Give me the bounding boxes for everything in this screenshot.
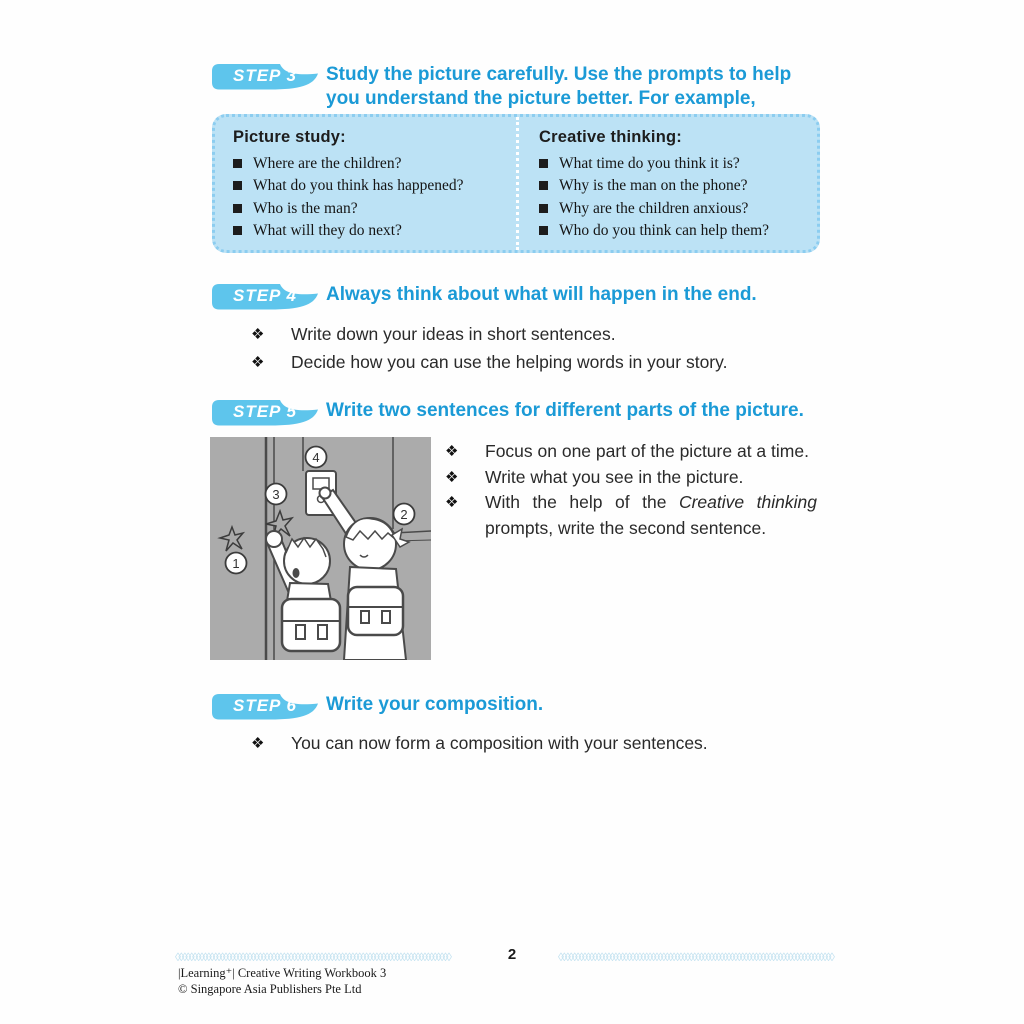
step3-section — [210, 60, 822, 111]
list-item — [233, 220, 506, 242]
step3-title: Study the picture carefully. Use the prompts to help you understand the picture better. For example, — [326, 64, 792, 109]
list-item — [251, 321, 821, 349]
story-picture — [210, 437, 431, 660]
picture-study-column — [215, 117, 516, 250]
svg-text:1: 1 — [232, 556, 240, 571]
list-item — [445, 490, 817, 541]
question-text: What do you think has happened? — [253, 177, 464, 195]
creative-thinking-column — [516, 117, 817, 250]
step5-bullet-list — [445, 439, 817, 541]
svg-text:2: 2 — [400, 507, 408, 522]
square-bullet-icon — [539, 226, 548, 235]
square-bullet-icon — [233, 181, 242, 190]
step-word: STEP — [233, 286, 281, 305]
creative-thinking-heading: Creative thinking: — [539, 128, 682, 146]
page-number: 2 — [507, 946, 517, 963]
step4-section — [210, 280, 822, 312]
step6-badge — [210, 692, 320, 722]
step-word: STEP — [233, 402, 281, 421]
question-text: What time do you think it is? — [559, 155, 740, 172]
list-item — [539, 153, 807, 175]
square-bullet-icon — [233, 159, 242, 168]
bullet-text: Focus on one part of the picture at a time. — [485, 441, 809, 461]
step6-title: Write your composition. — [326, 694, 544, 715]
picture-study-heading: Picture study: — [233, 128, 346, 146]
bullet-text-post: prompts, write the second sentence. — [485, 517, 767, 538]
callout-1 — [226, 553, 247, 574]
square-bullet-icon — [539, 181, 548, 190]
callout-4 — [306, 447, 327, 468]
step6-section — [210, 690, 822, 722]
list-item — [445, 439, 817, 465]
imprint-copyright: © Singapore Asia Publishers Pte Ltd — [178, 981, 362, 996]
step3-badge-label — [223, 62, 307, 90]
step4-badge — [210, 282, 320, 312]
diamond-bullet-icon: ❖ — [445, 494, 459, 511]
step6-badge-label — [223, 692, 307, 720]
step-word: STEP — [233, 696, 281, 715]
diamond-bullet-icon: ❖ — [445, 468, 459, 486]
step5-badge — [210, 398, 320, 428]
step4-title: Always think about what will happen in the end. — [326, 284, 757, 305]
list-item — [233, 153, 506, 175]
list-item — [251, 730, 821, 758]
svg-text:4: 4 — [312, 450, 320, 465]
step5-section — [210, 396, 822, 428]
question-text: What will they do next? — [253, 222, 402, 240]
list-item — [445, 465, 817, 491]
diamond-bullet-icon: ❖ — [251, 326, 265, 343]
svg-text:3: 3 — [272, 487, 280, 502]
square-bullet-icon — [539, 204, 548, 213]
callout-3 — [266, 484, 287, 505]
footer-chain-ornament-left: ◊◊◊◊◊◊◊◊◊◊◊◊◊◊◊◊◊◊◊◊◊◊◊◊◊◊◊◊◊◊◊◊◊◊◊◊◊◊◊◊◊◊◊◊◊◊◊◊◊◊◊◊◊◊◊◊◊◊◊◊◊◊◊◊◊◊◊◊◊◊◊◊◊◊◊◊◊◊◊◊ — [175, 951, 450, 964]
bullet-text-pre: With the help of the — [485, 492, 679, 512]
question-text: Where are the children? — [253, 155, 402, 172]
footer-chain-ornament-right: ◊◊◊◊◊◊◊◊◊◊◊◊◊◊◊◊◊◊◊◊◊◊◊◊◊◊◊◊◊◊◊◊◊◊◊◊◊◊◊◊◊◊◊◊◊◊◊◊◊◊◊◊◊◊◊◊◊◊◊◊◊◊◊◊◊◊◊◊◊◊◊◊◊◊◊◊◊◊◊◊ — [558, 951, 833, 964]
list-item — [539, 198, 807, 220]
bullet-text — [485, 492, 817, 538]
list-item — [251, 349, 821, 377]
bullet-text-italic: Creative thinking — [678, 492, 817, 512]
bullet-text: Write down your ideas in short sentences. — [291, 324, 616, 344]
diamond-bullet-icon: ❖ — [251, 735, 265, 752]
step6-bullet-list — [251, 730, 821, 758]
step-number: 6 — [286, 696, 297, 715]
square-bullet-icon — [539, 159, 548, 168]
step-number: 3 — [286, 66, 297, 85]
square-bullet-icon — [233, 204, 242, 213]
diamond-bullet-icon: ❖ — [251, 353, 265, 371]
list-item — [233, 198, 506, 220]
list-item — [539, 220, 807, 242]
question-text: Why are the children anxious? — [559, 199, 749, 217]
imprint-series: |Learning⁺| Creative Writing Workbook 3 — [178, 966, 387, 980]
square-bullet-icon — [233, 226, 242, 235]
bullet-text: You can now form a composition with your sentences. — [291, 733, 708, 753]
question-text: Who do you think can help them? — [559, 222, 770, 240]
bullet-text: Decide how you can use the helping words in your story. — [291, 351, 728, 372]
step4-bullet-list — [251, 321, 821, 376]
step-word: STEP — [233, 66, 281, 85]
imprint — [178, 966, 386, 997]
list-item — [539, 175, 807, 197]
step4-badge-label — [223, 282, 307, 310]
prompt-box — [212, 114, 820, 253]
step5-title: Write two sentences for different parts of the picture. — [326, 400, 804, 421]
step-number: 5 — [286, 402, 297, 421]
children-at-door-illustration — [210, 437, 431, 660]
question-text: Who is the man? — [253, 199, 358, 217]
list-item — [233, 175, 506, 197]
diamond-bullet-icon: ❖ — [445, 443, 459, 460]
question-text: Why is the man on the phone? — [559, 177, 748, 195]
callout-2 — [394, 504, 415, 525]
step-number: 4 — [286, 286, 297, 305]
step5-badge-label — [223, 398, 307, 426]
bullet-text: Write what you see in the picture. — [485, 466, 744, 487]
step3-badge — [210, 62, 320, 92]
